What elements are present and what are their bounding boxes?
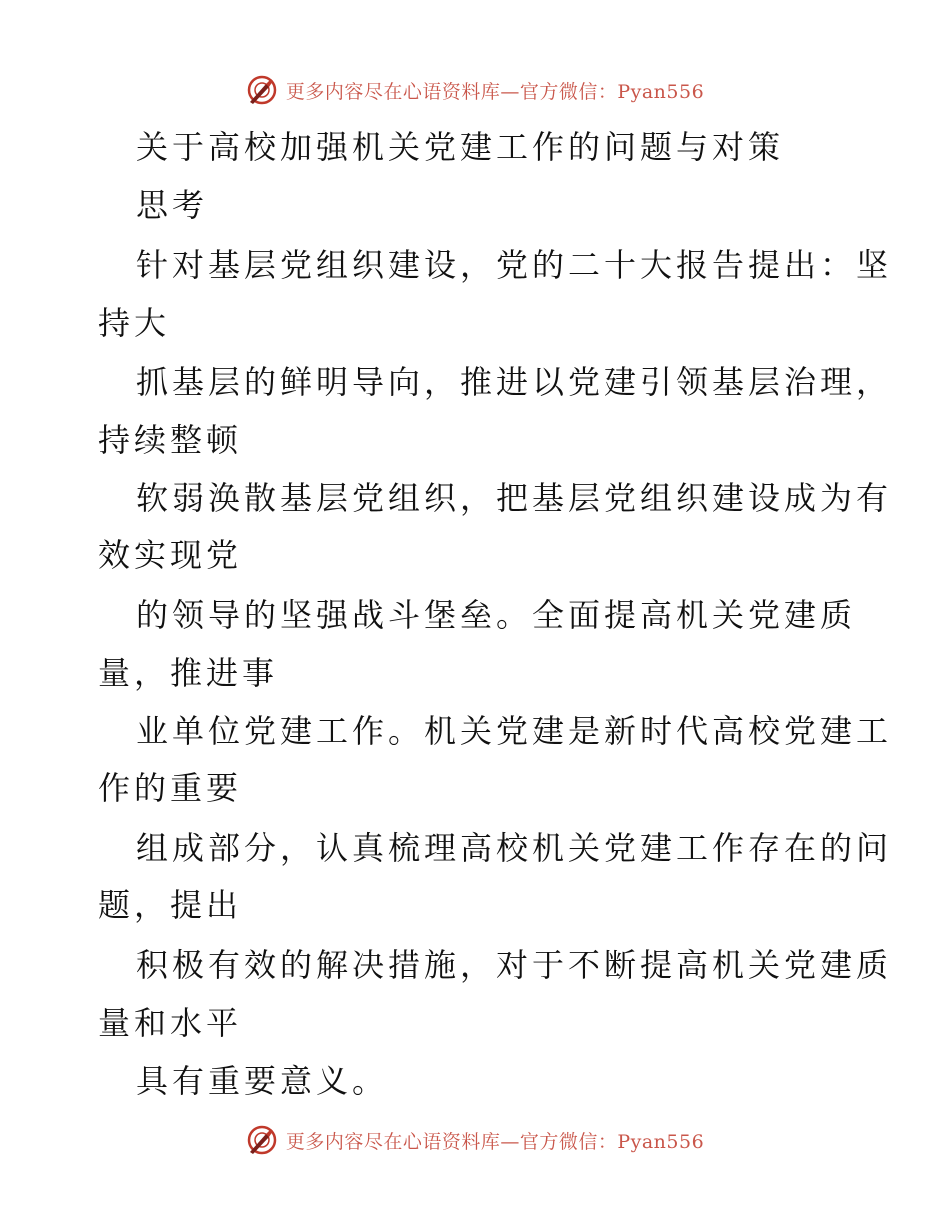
paragraph-line: 量和水平 bbox=[98, 1004, 243, 1042]
paragraph-line: 抓基层的鲜明导向，推进以党建引领基层治理， bbox=[136, 363, 893, 401]
paragraph-line: 针对基层党组织建设，党的二十大报告提出：坚 bbox=[136, 246, 893, 284]
footer-watermark bbox=[0, 1120, 950, 1160]
pen-logo-icon bbox=[246, 74, 278, 106]
paragraph-line: 题，提出 bbox=[98, 886, 243, 924]
paragraph-line: 积极有效的解决措施，对于不断提高机关党建质 bbox=[136, 946, 893, 984]
paragraph-line: 持大 bbox=[98, 304, 171, 342]
pen-logo-icon bbox=[246, 1124, 278, 1156]
paragraph-line: 组成部分，认真梳理高校机关党建工作存在的问 bbox=[136, 829, 893, 867]
paragraph-line: 软弱涣散基层党组织，把基层党组织建设成为有 bbox=[136, 479, 893, 517]
paragraph-line: 效实现党 bbox=[98, 536, 243, 574]
paragraph-line: 具有重要意义。 bbox=[136, 1062, 389, 1100]
watermark-text: 更多内容尽在心语资料库—官方微信：Pyan556 bbox=[285, 80, 705, 103]
title-line-1: 关于高校加强机关党建工作的问题与对策 bbox=[136, 128, 785, 166]
header-watermark bbox=[0, 70, 950, 110]
watermark-text: 更多内容尽在心语资料库—官方微信：Pyan556 bbox=[285, 1130, 705, 1153]
paragraph-line: 作的重要 bbox=[98, 769, 243, 807]
paragraph-line: 量，推进事 bbox=[98, 654, 279, 692]
paragraph-line: 持续整顿 bbox=[98, 421, 243, 459]
paragraph-line: 业单位党建工作。机关党建是新时代高校党建工 bbox=[136, 712, 893, 750]
title-line-2: 思考 bbox=[136, 186, 209, 224]
paragraph-line: 的领导的坚强战斗堡垒。全面提高机关党建质 bbox=[136, 596, 857, 634]
